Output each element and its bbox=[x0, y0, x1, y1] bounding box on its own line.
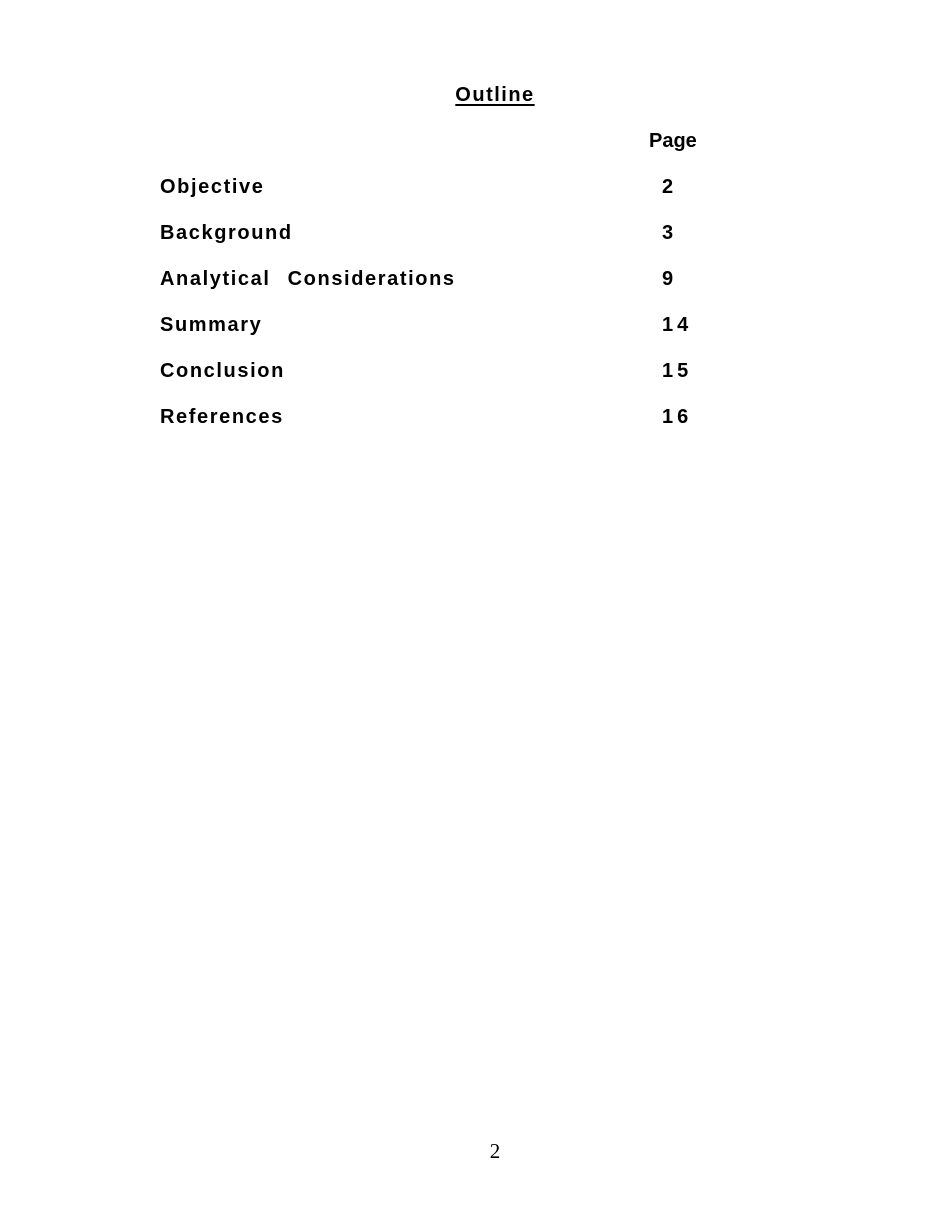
toc-entry-label: Summary bbox=[160, 314, 263, 336]
toc-entry-page: 15 bbox=[662, 360, 693, 382]
toc-entry-label: Analytical Considerations bbox=[160, 268, 456, 290]
toc-entry-label: Conclusion bbox=[160, 360, 285, 382]
toc-entry-background bbox=[160, 222, 720, 268]
toc-entry-page: 2 bbox=[662, 176, 678, 198]
page-column-heading: Page bbox=[649, 130, 697, 152]
toc-entry-analytical-considerations bbox=[160, 268, 720, 314]
toc-entry-label: References bbox=[160, 406, 284, 428]
toc-entry-label: Objective bbox=[160, 176, 265, 198]
toc-entry-label: Background bbox=[160, 222, 293, 244]
toc-entry-references bbox=[160, 406, 720, 452]
outline-title: Outline bbox=[455, 84, 535, 106]
toc-entry-page: 16 bbox=[662, 406, 693, 428]
toc-entry-page: 3 bbox=[662, 222, 678, 244]
toc-entry-page: 14 bbox=[662, 314, 693, 336]
footer-page-number: 2 bbox=[489, 1139, 501, 1163]
toc-entry-summary bbox=[160, 314, 720, 360]
toc-entry-objective bbox=[160, 176, 720, 222]
table-of-contents bbox=[160, 176, 720, 452]
toc-entry-page: 9 bbox=[662, 268, 678, 290]
toc-entry-conclusion bbox=[160, 360, 720, 406]
